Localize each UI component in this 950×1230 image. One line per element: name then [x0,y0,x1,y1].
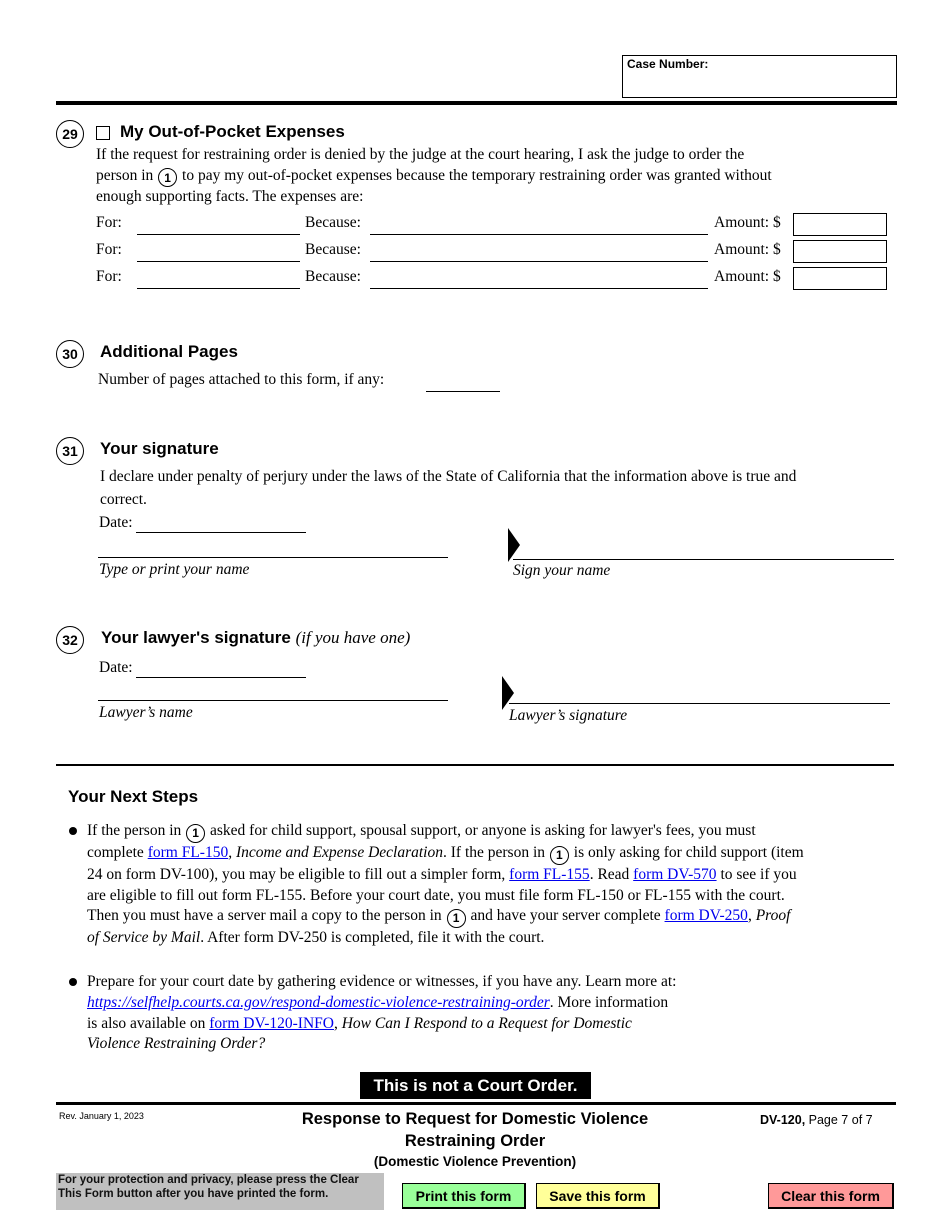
for-label: For: [96,268,122,285]
signature-input[interactable] [513,559,894,560]
bullet-icon [69,978,77,986]
form-id: DV-120, [760,1113,806,1127]
next-step-1: If the person in 1 asked for child support, spousal support, or anyone is asking for lawyer's fees, you must complete form FL-150, Income and Expense Declaration. If the person in 1 is only asking for child support (item 24 on form DV-100), you may be eligible to fill out a simpler form, form FL-155. Read form DV-570 to see if you are eligible to fill out form FL-155. Before your court date, you must file form FL-150 or FL-155 with the court. Then you must have a server mail a copy to the person in 1 and have your server complete form DV-250, Proof of Service by Mail. After form DV-250 is completed, file it with the court. [87,822,804,947]
link-form-dv250[interactable]: form DV-250 [664,907,748,925]
date-label: Date: [99,514,133,531]
footer-divider [56,1102,896,1105]
for-label: For: [96,241,122,258]
item-32-note: (if you have one) [295,628,411,647]
print-name-caption: Type or print your name [99,561,250,578]
link-form-dv570[interactable]: form DV-570 [633,865,717,883]
pages-attached-label: Number of pages attached to this form, if any: [98,371,385,388]
next-steps-title: Your Next Steps [68,787,199,806]
amount-input[interactable] [793,267,887,290]
amount-label: Amount: $ [714,241,781,258]
item-number-32: 32 [56,626,84,654]
because-label: Because: [305,268,361,285]
item-ref-1: 1 [550,846,569,865]
lawyer-name-caption: Lawyer’s name [99,704,193,721]
print-name-input[interactable] [98,557,448,558]
link-form-dv120-info[interactable]: form DV-120-INFO [209,1014,334,1032]
because-input[interactable] [370,234,708,235]
amount-label: Amount: $ [714,268,781,285]
case-number-label: Case Number: [627,57,709,71]
because-input[interactable] [370,261,708,262]
page-number: Page 7 of 7 [805,1113,873,1127]
next-step-2: Prepare for your court date by gathering evidence or witnesses, if you have any. Learn more at: https://selfhelp.courts.ca.gov/respond-domestic-violence-restraining-order. More information is also available on form DV-120-INFO, How Can I Respond to a Request for Domestic Violence Restraining Order? [87,973,677,1053]
print-form-button[interactable]: Print this form [402,1183,526,1209]
sign-here-arrow-icon [508,528,520,562]
lawyer-name-input[interactable] [98,700,448,701]
privacy-note: For your protection and privacy, please press the Clear This Form button after you have printed the form. [56,1173,384,1210]
link-form-fl150[interactable]: form FL-150 [147,843,229,861]
section-divider [56,764,894,766]
because-input[interactable] [370,288,708,289]
for-input[interactable] [137,261,300,262]
declaration-text: I declare under penalty of perjury under the laws of the State of California that the information above is true and correct. [100,468,797,508]
signature-caption: Sign your name [513,562,611,579]
case-number-field[interactable] [622,55,897,98]
item-number-31: 31 [56,437,84,465]
form-subtitle: (Domestic Violence Prevention) [373,1154,577,1169]
item-ref-1: 1 [447,909,466,928]
item-32-title: Your lawyer's signature (if you have one) [101,628,411,647]
save-form-button[interactable]: Save this form [536,1183,660,1209]
item-31-title: Your signature [100,439,219,458]
bullet-icon [69,827,77,835]
not-court-order-notice: This is not a Court Order. [360,1072,591,1099]
lawyer-signature-input[interactable] [509,703,890,704]
link-selfhelp-url[interactable]: https://selfhelp.courts.ca.gov/respond-domestic-violence-restraining-order [87,993,550,1011]
lawyer-signature-caption: Lawyer’s signature [509,707,628,724]
item-ref-1: 1 [186,824,205,843]
pages-attached-input[interactable] [426,391,500,392]
form-title: Response to Request for Domestic Violence Restraining Order [301,1110,649,1150]
because-label: Because: [305,214,361,231]
for-input[interactable] [137,288,300,289]
because-label: Because: [305,241,361,258]
item-29-title: My Out-of-Pocket Expenses [120,122,345,141]
for-label: For: [96,214,122,231]
revision-date: Rev. January 1, 2023 [59,1111,144,1121]
sign-here-arrow-icon [502,676,514,710]
expenses-checkbox[interactable] [96,126,110,140]
amount-input[interactable] [793,213,887,236]
link-form-fl155[interactable]: form FL-155 [509,865,590,883]
item-29-description: If the request for restraining order is denied by the judge at the court hearing, I ask the judge to order the person in 1 to pay my out-of-pocket expenses because the temporary restraining order was granted without enough supporting facts. The expenses are: [96,146,772,206]
amount-input[interactable] [793,240,887,263]
lawyer-date-input[interactable] [136,677,306,678]
amount-label: Amount: $ [714,214,781,231]
page-indicator [760,1113,873,1127]
header-divider [56,101,897,105]
item-ref-1: 1 [158,168,177,187]
item-number-30: 30 [56,340,84,368]
date-input[interactable] [136,532,306,533]
for-input[interactable] [137,234,300,235]
lawyer-date-label: Date: [99,659,133,676]
item-number-29: 29 [56,120,84,148]
clear-form-button[interactable]: Clear this form [768,1183,894,1209]
item-30-title: Additional Pages [100,342,238,361]
